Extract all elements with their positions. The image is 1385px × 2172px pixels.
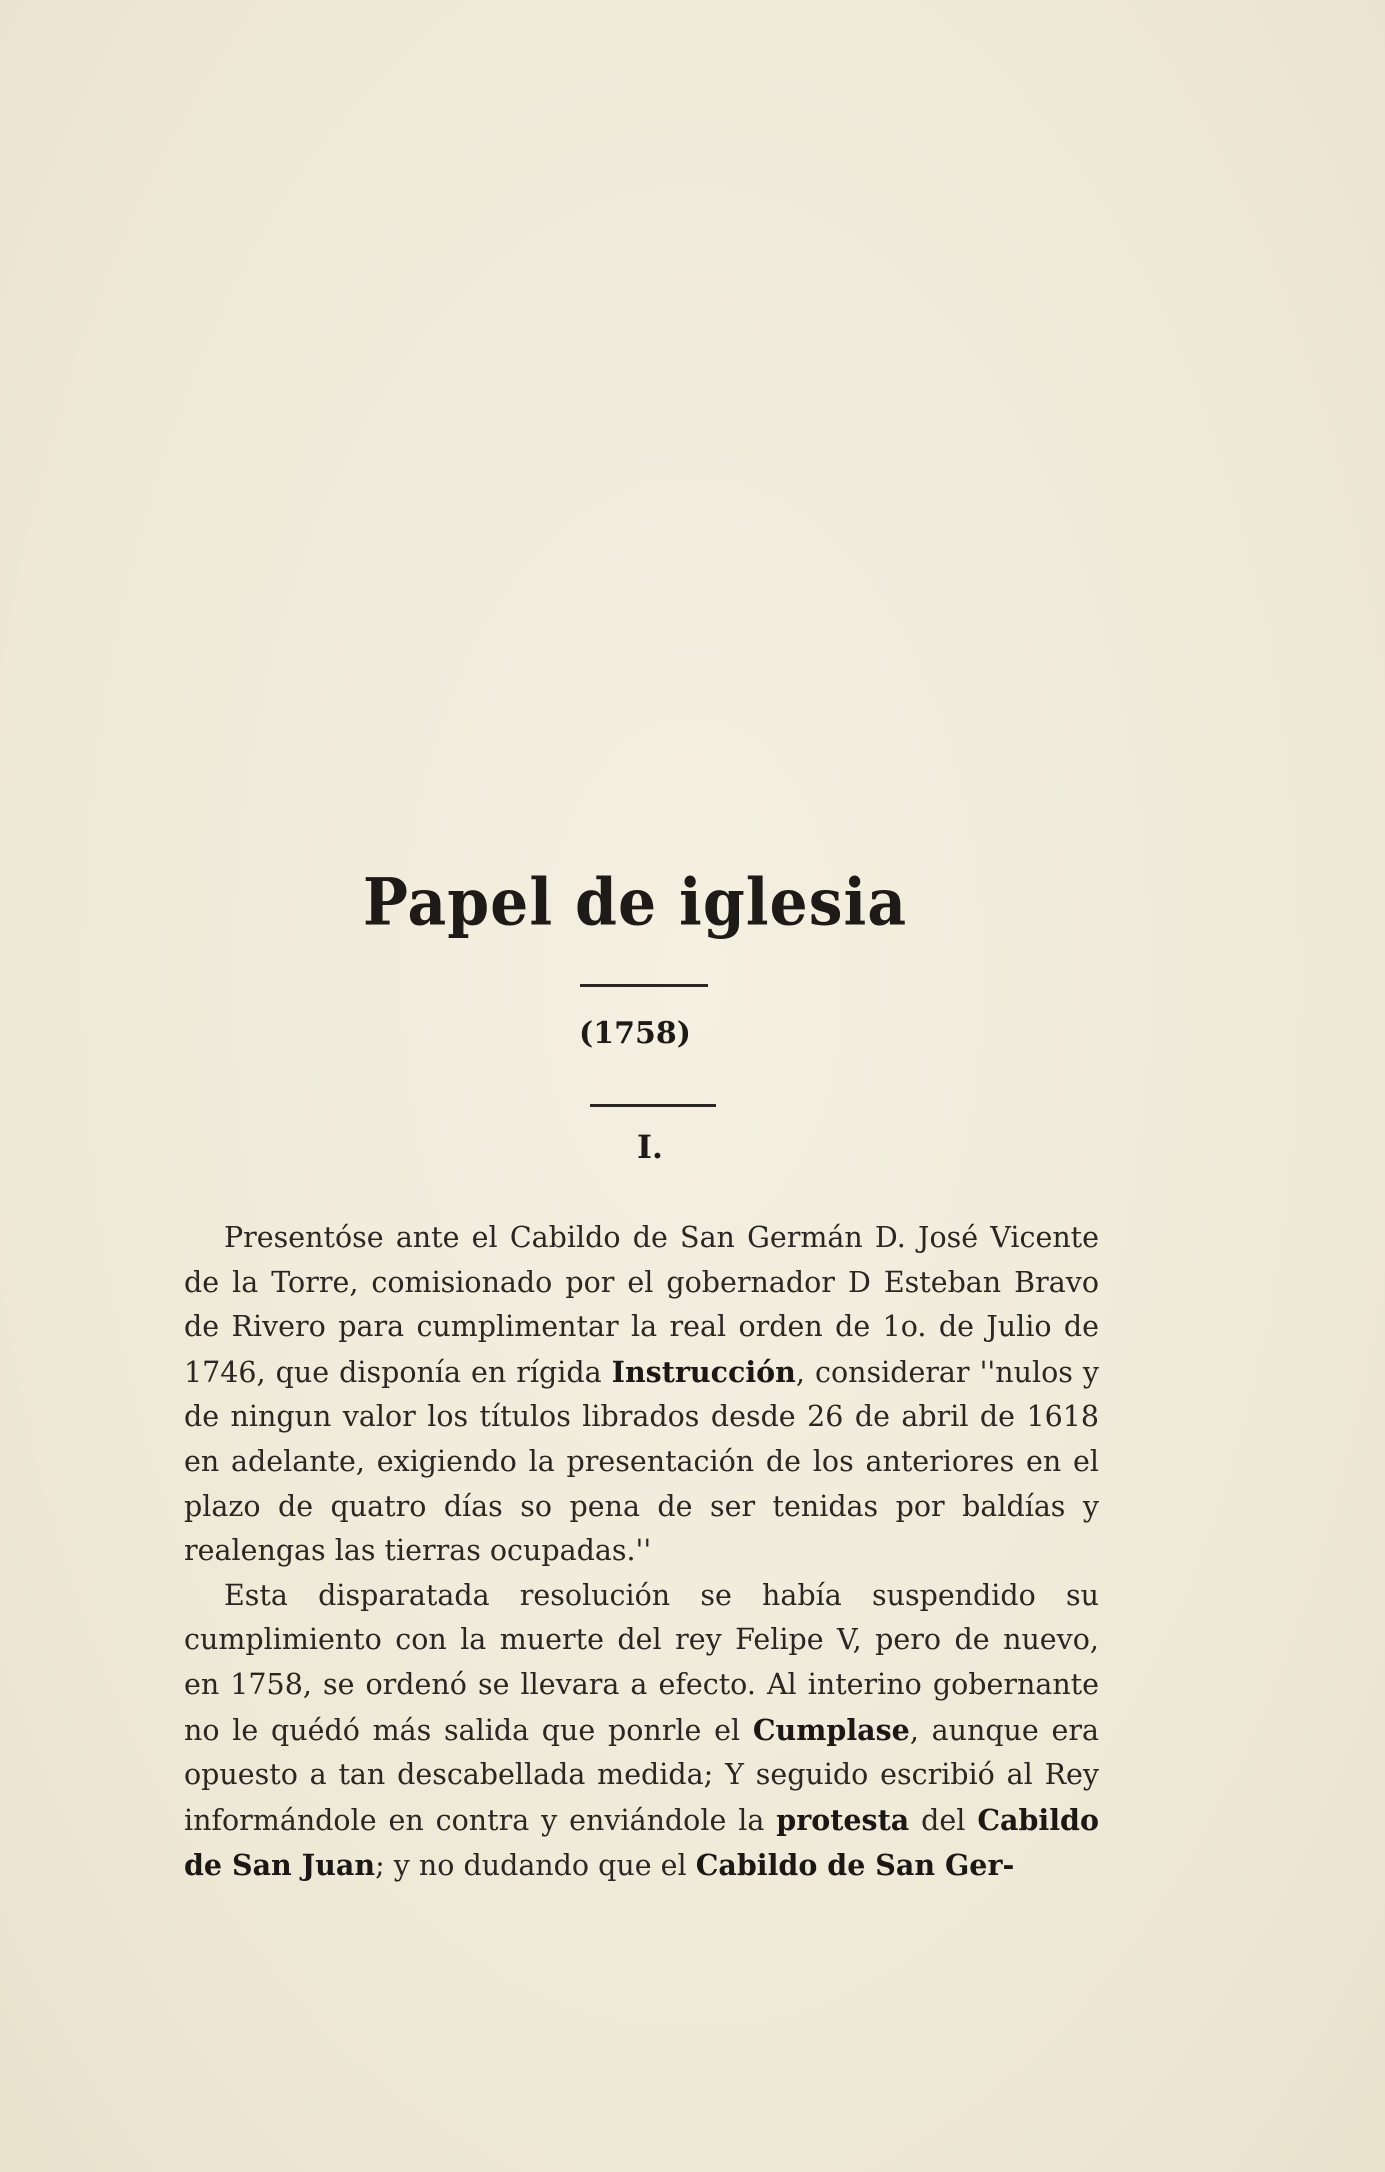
paragraph-2 <box>184 1574 1099 1889</box>
title-date: (1758) <box>579 1016 691 1051</box>
text-run: , aunque era opuesto a tan descabellada medida; Y seguido escribió al Rey informándole en contra y enviándole la <box>184 1713 1100 1837</box>
text-run: , considerar ''nulos y de ningun valor los títulos librados desde 26 de abril de 1618 en adelante, exigiendo la presentación de los anteriores en el plazo de quatro días so pena de ser tenidas por baldías y realengas las tierras ocupadas.'' <box>184 1355 1099 1568</box>
date-divider <box>590 1104 716 1107</box>
bold-text-run: Instrucción <box>611 1354 796 1389</box>
text-run: del <box>909 1803 978 1837</box>
section-heading: I. <box>636 1128 664 1166</box>
text-run: Esta disparatada resolución se había suspendido su cumplimiento con la muerte del rey Felipe V, pero de nuevo, en 1758, se ordenó se llevara a efecto. Al interino gobernante no le quédó más salida que ponrle el <box>184 1578 1099 1747</box>
paragraph-1 <box>184 1216 1099 1574</box>
bold-text-run: Cumplase <box>752 1712 910 1747</box>
title-divider <box>580 984 708 987</box>
text-run: Presentóse ante el Cabildo de San Germán D. José Vicente de la Torre, comisionado por el gobernador D Esteban Bravo de Rivero para cumplimentar la real orden de 1o. de Julio de 1746, que disponía en rígida <box>184 1221 1099 1389</box>
text-run: ; y no dudando que el <box>375 1849 696 1883</box>
body-text <box>184 1216 1099 1889</box>
page-title: Papel de iglesia <box>362 865 908 941</box>
bold-text-run: Cabildo de San Juan <box>184 1802 1099 1883</box>
bold-text-run: protesta <box>776 1802 910 1837</box>
bold-text-run: Cabildo de San Ger- <box>695 1848 1015 1883</box>
